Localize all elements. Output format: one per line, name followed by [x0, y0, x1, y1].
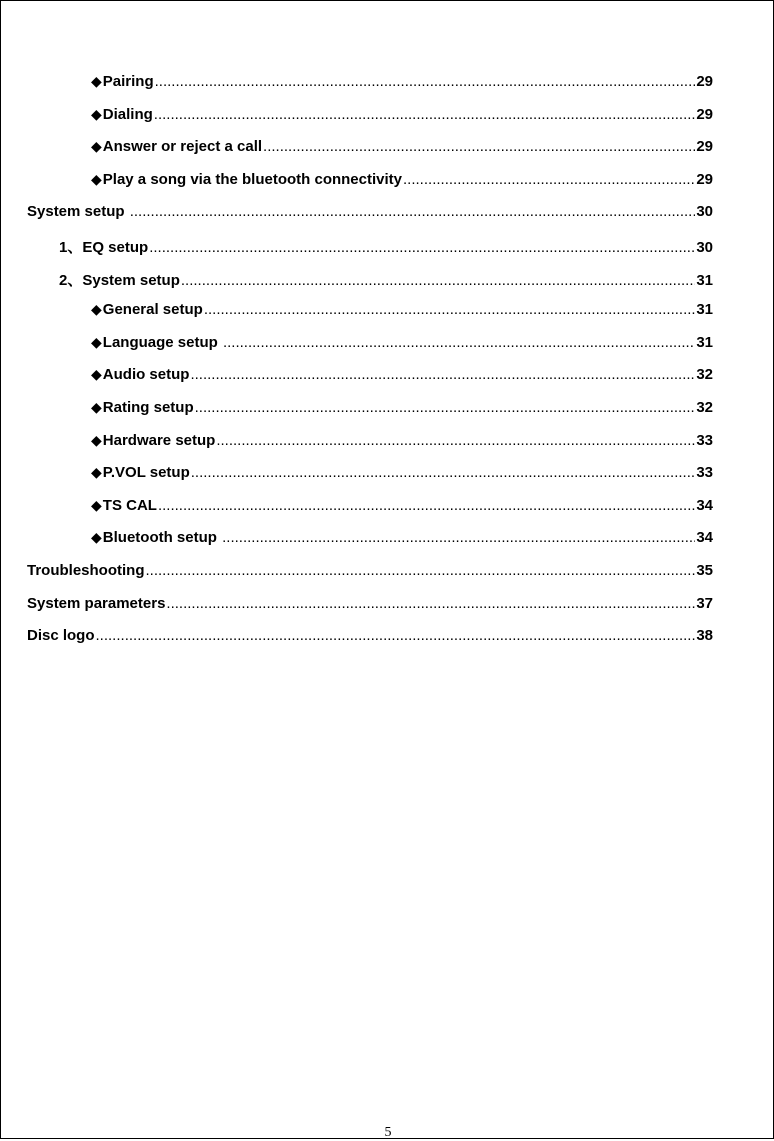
toc-dot-leader: [181, 272, 695, 289]
toc-dot-leader: [154, 106, 696, 123]
toc-entry-title: Audio setup: [102, 366, 190, 384]
diamond-bullet-icon: ◆: [91, 74, 102, 90]
toc-page-number: 32: [696, 398, 713, 416]
toc-page-number: 30: [696, 203, 713, 221]
toc-page-number: 33: [696, 464, 713, 482]
toc-page-number: 29: [696, 73, 713, 90]
toc-page-number: 38: [696, 627, 713, 645]
toc-page-number: 32: [696, 366, 713, 384]
diamond-bullet-icon: ◆: [91, 432, 102, 449]
toc-entry[interactable]: [27, 464, 713, 497]
toc-dot-leader: [222, 529, 695, 546]
diamond-bullet-icon: ◆: [91, 367, 102, 384]
toc-entry-title: Dialing: [102, 105, 153, 123]
toc-entry-title: System parameters: [27, 594, 166, 612]
toc-page-number: 29: [696, 105, 713, 123]
toc-entry-title: Bluetooth setup: [102, 529, 222, 547]
toc-entry[interactable]: [27, 171, 713, 204]
toc-page-number: 30: [696, 238, 713, 256]
toc-dot-leader: [130, 203, 696, 220]
toc-entry[interactable]: [27, 627, 713, 660]
toc-page-number: 34: [696, 496, 713, 514]
diamond-bullet-icon: ◆: [91, 465, 102, 482]
toc-entry[interactable]: [27, 432, 713, 465]
toc-page-number: 29: [696, 138, 713, 156]
page-number: 5: [384, 1125, 392, 1140]
toc-entry[interactable]: [27, 301, 713, 334]
toc-entry-title: Pairing: [102, 73, 154, 90]
diamond-bullet-icon: ◆: [91, 139, 102, 156]
toc-dot-leader: [216, 432, 695, 449]
toc-entry-title: Play a song via the bluetooth connectivity: [102, 170, 403, 188]
toc-entry-title: Disc logo: [27, 627, 95, 645]
toc-entry-title: Rating setup: [102, 398, 194, 416]
toc-page-number: 31: [696, 271, 713, 289]
toc-dot-leader: [155, 73, 696, 90]
toc-entry[interactable]: [27, 73, 713, 106]
toc-entry-title: Language setup: [102, 333, 222, 351]
toc-dot-leader: [190, 366, 695, 383]
toc-entry[interactable]: [27, 334, 713, 367]
diamond-bullet-icon: ◆: [91, 302, 102, 319]
diamond-bullet-icon: ◆: [91, 399, 102, 416]
toc-page-number: 37: [696, 594, 713, 612]
table-of-contents: [27, 73, 713, 660]
toc-entry-title: Hardware setup: [102, 431, 216, 449]
toc-entry[interactable]: [27, 269, 713, 302]
diamond-bullet-icon: ◆: [91, 530, 102, 547]
diamond-bullet-icon: ◆: [91, 171, 102, 188]
toc-dot-leader: [158, 497, 695, 514]
toc-page-number: 34: [696, 529, 713, 547]
toc-dot-leader: [146, 562, 696, 579]
toc-entry[interactable]: [27, 399, 713, 432]
toc-dot-leader: [96, 627, 696, 644]
toc-entry-title: TS CAL: [102, 496, 157, 514]
toc-entry-title: Answer or reject a call: [102, 138, 263, 156]
toc-dot-leader: [149, 239, 695, 256]
toc-dot-leader: [166, 595, 695, 612]
toc-entry-title: Troubleshooting: [27, 561, 145, 579]
toc-entry[interactable]: [27, 562, 713, 595]
toc-entry-title: P.VOL setup: [102, 464, 190, 482]
toc-page-number: 31: [696, 333, 713, 351]
toc-entry-title: General setup: [102, 301, 203, 319]
toc-entry[interactable]: [27, 138, 713, 171]
toc-dot-leader: [191, 464, 696, 481]
toc-entry[interactable]: [27, 106, 713, 139]
diamond-bullet-icon: ◆: [91, 497, 102, 514]
diamond-bullet-icon: ◆: [91, 106, 102, 123]
toc-page-number: 31: [696, 301, 713, 319]
toc-entry-title: 2、System setup: [59, 271, 180, 289]
toc-entry[interactable]: [27, 366, 713, 399]
toc-entry-title: 1、EQ setup: [59, 238, 149, 256]
toc-dot-leader: [204, 301, 695, 318]
diamond-bullet-icon: ◆: [91, 334, 102, 351]
toc-entry-title: System setup: [27, 203, 129, 221]
toc-dot-leader: [223, 334, 695, 351]
toc-dot-leader: [263, 138, 695, 155]
toc-entry[interactable]: [27, 236, 713, 269]
toc-page-number: 35: [696, 561, 713, 579]
toc-entry[interactable]: [27, 595, 713, 628]
toc-entry[interactable]: [27, 529, 713, 562]
toc-page-number: 33: [696, 431, 713, 449]
toc-dot-leader: [195, 399, 696, 416]
toc-entry[interactable]: [27, 203, 713, 236]
toc-dot-leader: [403, 171, 695, 188]
toc-page-number: 29: [696, 170, 713, 188]
toc-entry[interactable]: [27, 497, 713, 530]
